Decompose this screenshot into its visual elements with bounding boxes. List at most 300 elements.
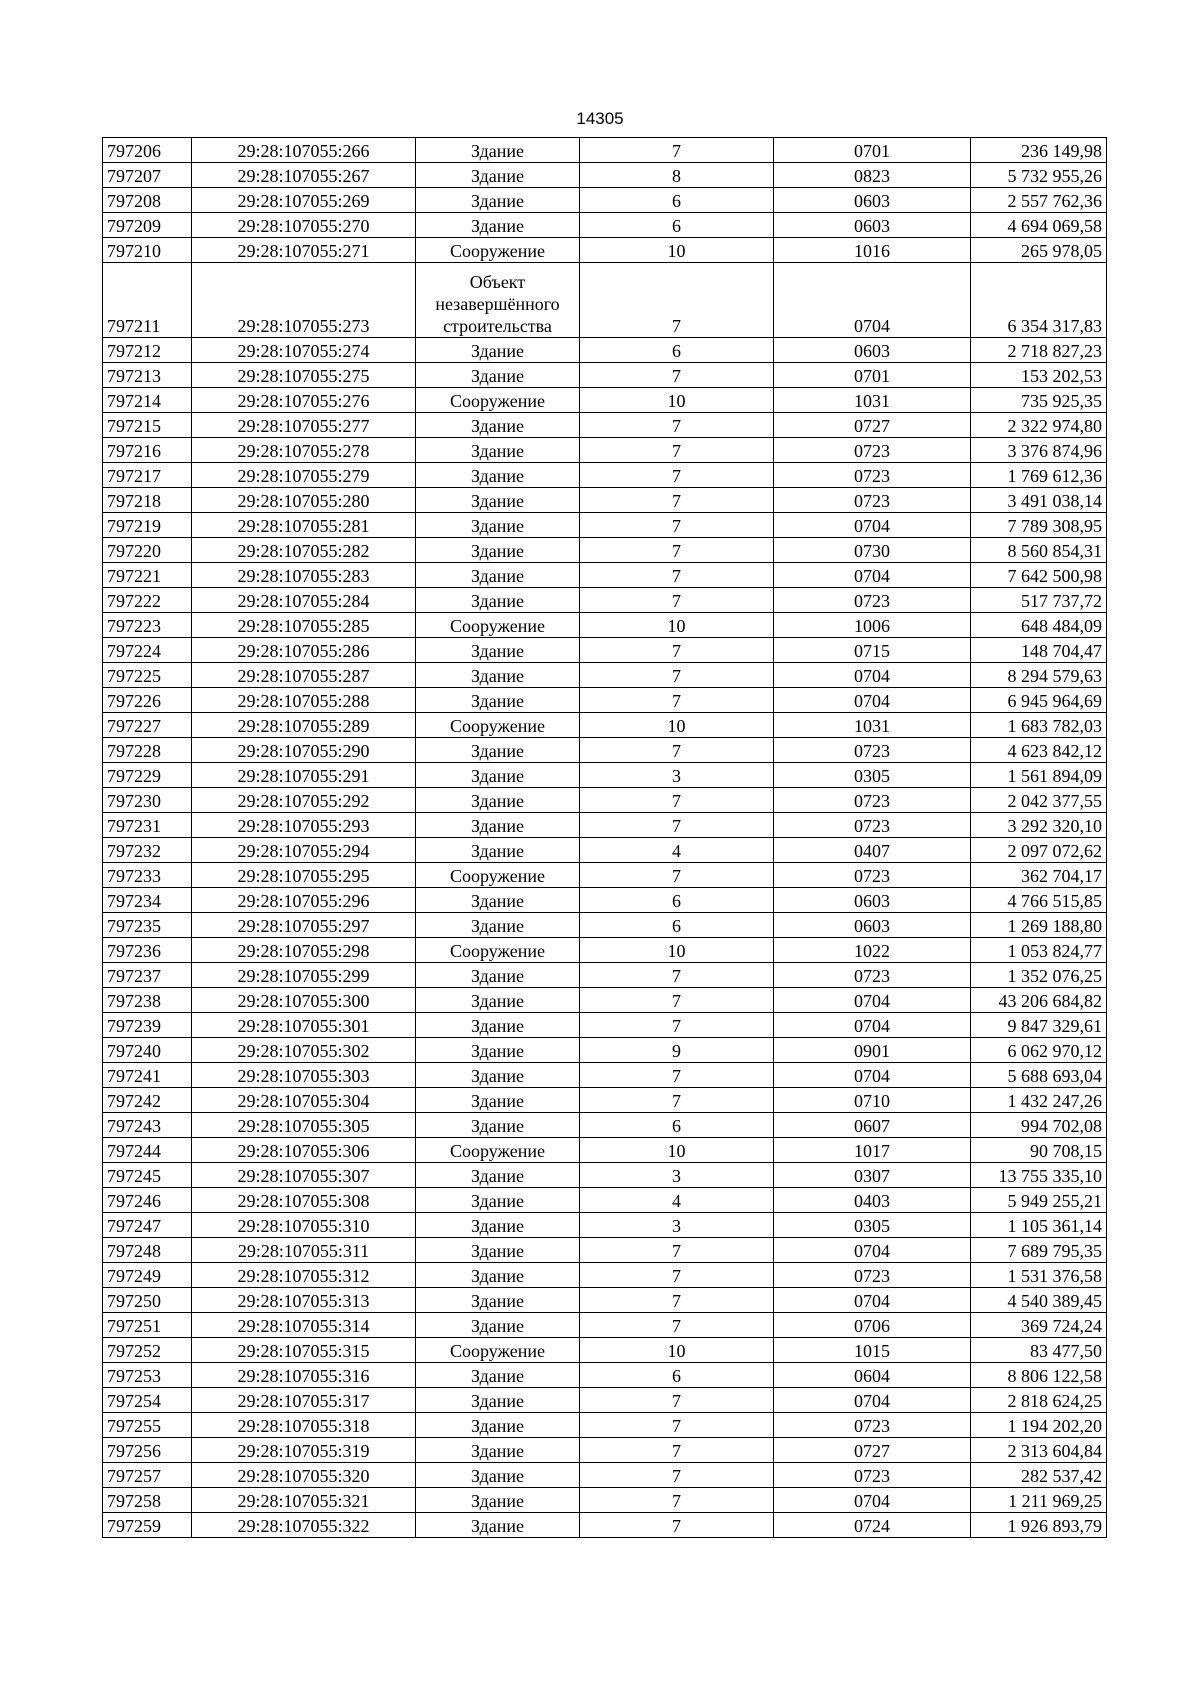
group-cell: 10 [580,1138,774,1163]
object-type-cell: Здание [416,588,580,613]
table-row [103,238,1107,263]
row-number-cell: 797208 [103,188,192,213]
table-row [103,888,1107,913]
group-cell: 6 [580,1113,774,1138]
code-cell: 0723 [774,863,971,888]
group-cell: 7 [580,863,774,888]
object-type-cell: Сооружение [416,1338,580,1363]
object-type-cell: Здание [416,1263,580,1288]
value-cell: 153 202,53 [971,363,1107,388]
code-cell: 1031 [774,388,971,413]
cadastral-number-cell: 29:28:107055:313 [192,1288,416,1313]
value-cell: 3 491 038,14 [971,488,1107,513]
group-cell: 6 [580,913,774,938]
group-cell: 7 [580,1288,774,1313]
row-number-cell: 797227 [103,713,192,738]
table-row [103,838,1107,863]
table-row [103,163,1107,188]
group-cell: 6 [580,1363,774,1388]
code-cell: 0723 [774,463,971,488]
row-number-cell: 797211 [103,263,192,338]
group-cell: 4 [580,1188,774,1213]
row-number-cell: 797232 [103,838,192,863]
code-cell: 0723 [774,1413,971,1438]
object-type-cell: Здание [416,213,580,238]
row-number-cell: 797225 [103,663,192,688]
code-cell: 0723 [774,788,971,813]
value-cell: 90 708,15 [971,1138,1107,1163]
value-cell: 2 097 072,62 [971,838,1107,863]
table-row [103,213,1107,238]
code-cell: 0704 [774,513,971,538]
table-row [103,1213,1107,1238]
code-cell: 0723 [774,963,971,988]
cadastral-number-cell: 29:28:107055:271 [192,238,416,263]
group-cell: 10 [580,613,774,638]
code-cell: 0704 [774,1063,971,1088]
row-number-cell: 797234 [103,888,192,913]
row-number-cell: 797224 [103,638,192,663]
table-row [103,588,1107,613]
table-row [103,988,1107,1013]
code-cell: 1017 [774,1138,971,1163]
code-cell: 0706 [774,1313,971,1338]
table-row [103,138,1107,163]
object-type-cell: Здание [416,1163,580,1188]
table-row [103,388,1107,413]
table-row [103,863,1107,888]
group-cell: 7 [580,1313,774,1338]
table-row [103,913,1107,938]
value-cell: 8 560 854,31 [971,538,1107,563]
row-number-cell: 797255 [103,1413,192,1438]
code-cell: 0723 [774,438,971,463]
group-cell: 7 [580,1413,774,1438]
value-cell: 1 269 188,80 [971,913,1107,938]
table-row [103,813,1107,838]
group-cell: 10 [580,713,774,738]
code-cell: 0723 [774,813,971,838]
row-number-cell: 797236 [103,938,192,963]
code-cell: 1022 [774,938,971,963]
registry-table [102,137,1107,1538]
cadastral-number-cell: 29:28:107055:293 [192,813,416,838]
code-cell: 0607 [774,1113,971,1138]
value-cell: 2 718 827,23 [971,338,1107,363]
code-cell: 0724 [774,1513,971,1538]
cadastral-number-cell: 29:28:107055:290 [192,738,416,763]
group-cell: 7 [580,1063,774,1088]
cadastral-number-cell: 29:28:107055:273 [192,263,416,338]
object-type-cell: Сооружение [416,713,580,738]
page-number: 14305 [576,109,624,128]
group-cell: 9 [580,1038,774,1063]
object-type-cell: Здание [416,763,580,788]
code-cell: 0723 [774,488,971,513]
object-type-cell: Здание [416,838,580,863]
row-number-cell: 797256 [103,1438,192,1463]
group-cell: 10 [580,938,774,963]
object-type-cell: Сооружение [416,1138,580,1163]
row-number-cell: 797213 [103,363,192,388]
group-cell: 7 [580,988,774,1013]
code-cell: 1015 [774,1338,971,1363]
row-number-cell: 797215 [103,413,192,438]
table-row [103,1313,1107,1338]
cadastral-number-cell: 29:28:107055:308 [192,1188,416,1213]
table-row [103,638,1107,663]
value-cell: 5 688 693,04 [971,1063,1107,1088]
table-row [103,1163,1107,1188]
value-cell: 1 769 612,36 [971,463,1107,488]
object-type-cell: Здание [416,963,580,988]
code-cell: 0730 [774,538,971,563]
group-cell: 7 [580,788,774,813]
group-cell: 10 [580,238,774,263]
cadastral-number-cell: 29:28:107055:278 [192,438,416,463]
cadastral-number-cell: 29:28:107055:300 [192,988,416,1013]
object-type-cell: Здание [416,1113,580,1138]
cadastral-number-cell: 29:28:107055:275 [192,363,416,388]
value-cell: 43 206 684,82 [971,988,1107,1013]
row-number-cell: 797259 [103,1513,192,1538]
code-cell: 0704 [774,1013,971,1038]
object-type-cell: Здание [416,738,580,763]
code-cell: 0710 [774,1088,971,1113]
group-cell: 7 [580,438,774,463]
row-number-cell: 797212 [103,338,192,363]
value-cell: 517 737,72 [971,588,1107,613]
group-cell: 7 [580,588,774,613]
table-row [103,1038,1107,1063]
table-row [103,1413,1107,1438]
object-type-cell: Здание [416,688,580,713]
cadastral-number-cell: 29:28:107055:296 [192,888,416,913]
group-cell: 3 [580,1213,774,1238]
group-cell: 6 [580,338,774,363]
group-cell: 7 [580,1463,774,1488]
row-number-cell: 797238 [103,988,192,1013]
value-cell: 6 354 317,83 [971,263,1107,338]
group-cell: 7 [580,1438,774,1463]
table-row [103,1488,1107,1513]
code-cell: 1006 [774,613,971,638]
group-cell: 7 [580,688,774,713]
table-row [103,963,1107,988]
table-row [103,1238,1107,1263]
table-row [103,413,1107,438]
row-number-cell: 797229 [103,763,192,788]
cadastral-number-cell: 29:28:107055:314 [192,1313,416,1338]
group-cell: 7 [580,363,774,388]
cadastral-number-cell: 29:28:107055:317 [192,1388,416,1413]
object-type-cell: Сооружение [416,938,580,963]
cadastral-number-cell: 29:28:107055:316 [192,1363,416,1388]
table-row [103,1138,1107,1163]
cadastral-number-cell: 29:28:107055:301 [192,1013,416,1038]
value-cell: 3 376 874,96 [971,438,1107,463]
group-cell: 7 [580,813,774,838]
cadastral-number-cell: 29:28:107055:322 [192,1513,416,1538]
row-number-cell: 797246 [103,1188,192,1213]
cadastral-number-cell: 29:28:107055:281 [192,513,416,538]
group-cell: 7 [580,1238,774,1263]
cadastral-number-cell: 29:28:107055:291 [192,763,416,788]
cadastral-number-cell: 29:28:107055:319 [192,1438,416,1463]
object-type-cell: Здание [416,1063,580,1088]
table-row [103,438,1107,463]
value-cell: 735 925,35 [971,388,1107,413]
table-row [103,663,1107,688]
object-type-cell: Сооружение [416,238,580,263]
table-row [103,1438,1107,1463]
value-cell: 5 732 955,26 [971,163,1107,188]
table-row [103,1088,1107,1113]
row-number-cell: 797214 [103,388,192,413]
code-cell: 0603 [774,213,971,238]
object-type-cell: Здание [416,1038,580,1063]
cadastral-number-cell: 29:28:107055:311 [192,1238,416,1263]
object-type-cell: Здание [416,638,580,663]
row-number-cell: 797210 [103,238,192,263]
value-cell: 4 623 842,12 [971,738,1107,763]
table-row [103,563,1107,588]
group-cell: 7 [580,1513,774,1538]
row-number-cell: 797220 [103,538,192,563]
cadastral-number-cell: 29:28:107055:310 [192,1213,416,1238]
cadastral-number-cell: 29:28:107055:307 [192,1163,416,1188]
row-number-cell: 797233 [103,863,192,888]
object-type-cell: Здание [416,338,580,363]
table-row [103,488,1107,513]
cadastral-number-cell: 29:28:107055:297 [192,913,416,938]
row-number-cell: 797226 [103,688,192,713]
object-type-cell: Сооружение [416,863,580,888]
code-cell: 0305 [774,763,971,788]
row-number-cell: 797244 [103,1138,192,1163]
cadastral-number-cell: 29:28:107055:277 [192,413,416,438]
cadastral-number-cell: 29:28:107055:270 [192,213,416,238]
object-type-cell: Здание [416,188,580,213]
value-cell: 6 062 970,12 [971,1038,1107,1063]
value-cell: 1 926 893,79 [971,1513,1107,1538]
value-cell: 9 847 329,61 [971,1013,1107,1038]
cadastral-number-cell: 29:28:107055:305 [192,1113,416,1138]
row-number-cell: 797247 [103,1213,192,1238]
object-type-cell: Здание [416,1363,580,1388]
object-type-cell: Здание [416,1388,580,1413]
table-row [103,1013,1107,1038]
cadastral-number-cell: 29:28:107055:282 [192,538,416,563]
value-cell: 1 194 202,20 [971,1413,1107,1438]
value-cell: 5 949 255,21 [971,1188,1107,1213]
object-type-cell: Здание [416,138,580,163]
table-row [103,938,1107,963]
value-cell: 4 694 069,58 [971,213,1107,238]
cadastral-number-cell: 29:28:107055:288 [192,688,416,713]
object-type-cell: Здание [416,1213,580,1238]
object-type-cell: Здание [416,1438,580,1463]
value-cell: 8 294 579,63 [971,663,1107,688]
table-row [103,1363,1107,1388]
group-cell: 7 [580,1088,774,1113]
table-row [103,738,1107,763]
row-number-cell: 797258 [103,1488,192,1513]
table-row [103,188,1107,213]
cadastral-number-cell: 29:28:107055:318 [192,1413,416,1438]
row-number-cell: 797235 [103,913,192,938]
group-cell: 7 [580,963,774,988]
cadastral-number-cell: 29:28:107055:283 [192,563,416,588]
code-cell: 0704 [774,1488,971,1513]
object-type-cell: Здание [416,1313,580,1338]
row-number-cell: 797243 [103,1113,192,1138]
value-cell: 8 806 122,58 [971,1363,1107,1388]
table-row [103,513,1107,538]
cadastral-number-cell: 29:28:107055:287 [192,663,416,688]
row-number-cell: 797207 [103,163,192,188]
code-cell: 0603 [774,888,971,913]
value-cell: 1 683 782,03 [971,713,1107,738]
code-cell: 0704 [774,263,971,338]
group-cell: 10 [580,1338,774,1363]
code-cell: 1031 [774,713,971,738]
row-number-cell: 797241 [103,1063,192,1088]
group-cell: 6 [580,213,774,238]
object-type-cell: Здание [416,463,580,488]
cadastral-number-cell: 29:28:107055:315 [192,1338,416,1363]
code-cell: 0723 [774,1263,971,1288]
value-cell: 2 322 974,80 [971,413,1107,438]
group-cell: 7 [580,663,774,688]
object-type-cell: Здание [416,988,580,1013]
code-cell: 0704 [774,988,971,1013]
group-cell: 7 [580,413,774,438]
cadastral-number-cell: 29:28:107055:279 [192,463,416,488]
row-number-cell: 797209 [103,213,192,238]
value-cell: 1 432 247,26 [971,1088,1107,1113]
object-type-cell: Здание [416,163,580,188]
value-cell: 6 945 964,69 [971,688,1107,713]
cadastral-number-cell: 29:28:107055:267 [192,163,416,188]
table-row [103,788,1107,813]
code-cell: 0715 [774,638,971,663]
cadastral-number-cell: 29:28:107055:292 [192,788,416,813]
value-cell: 1 531 376,58 [971,1263,1107,1288]
cadastral-number-cell: 29:28:107055:285 [192,613,416,638]
object-type-cell: Здание [416,1513,580,1538]
code-cell: 0704 [774,663,971,688]
row-number-cell: 797239 [103,1013,192,1038]
table-row [103,363,1107,388]
group-cell: 7 [580,738,774,763]
code-cell: 0305 [774,1213,971,1238]
object-type-cell: Здание [416,1488,580,1513]
cadastral-number-cell: 29:28:107055:299 [192,963,416,988]
group-cell: 7 [580,563,774,588]
row-number-cell: 797230 [103,788,192,813]
row-number-cell: 797252 [103,1338,192,1363]
object-type-cell: Здание [416,488,580,513]
cadastral-number-cell: 29:28:107055:274 [192,338,416,363]
row-number-cell: 797217 [103,463,192,488]
table-row [103,463,1107,488]
row-number-cell: 797221 [103,563,192,588]
group-cell: 7 [580,538,774,563]
object-type-cell: Здание [416,1413,580,1438]
value-cell: 1 053 824,77 [971,938,1107,963]
object-type-cell: Здание [416,888,580,913]
group-cell: 7 [580,513,774,538]
cadastral-number-cell: 29:28:107055:280 [192,488,416,513]
object-type-cell: Здание [416,1188,580,1213]
object-type-cell: Здание [416,1463,580,1488]
cadastral-number-cell: 29:28:107055:303 [192,1063,416,1088]
value-cell: 83 477,50 [971,1338,1107,1363]
value-cell: 2 557 762,36 [971,188,1107,213]
table-row [103,763,1107,788]
object-type-cell: Здание [416,663,580,688]
code-cell: 0901 [774,1038,971,1063]
code-cell: 0704 [774,1388,971,1413]
cadastral-number-cell: 29:28:107055:306 [192,1138,416,1163]
table-row [103,1188,1107,1213]
cadastral-number-cell: 29:28:107055:289 [192,713,416,738]
cadastral-number-cell: 29:28:107055:276 [192,388,416,413]
row-number-cell: 797250 [103,1288,192,1313]
value-cell: 7 689 795,35 [971,1238,1107,1263]
object-type-cell: Здание [416,513,580,538]
object-type-cell: Здание [416,1013,580,1038]
object-type-cell: Сооружение [416,613,580,638]
value-cell: 1 561 894,09 [971,763,1107,788]
code-cell: 0823 [774,163,971,188]
group-cell: 7 [580,1388,774,1413]
row-number-cell: 797249 [103,1263,192,1288]
group-cell: 7 [580,138,774,163]
value-cell: 2 313 604,84 [971,1438,1107,1463]
table-row [103,538,1107,563]
row-number-cell: 797219 [103,513,192,538]
code-cell: 0704 [774,1288,971,1313]
table-row [103,1063,1107,1088]
object-type-cell: Здание [416,788,580,813]
object-type-cell: Здание [416,1088,580,1113]
code-cell: 0701 [774,363,971,388]
value-cell: 362 704,17 [971,863,1107,888]
code-cell: 0723 [774,1463,971,1488]
group-cell: 6 [580,188,774,213]
code-cell: 0603 [774,338,971,363]
cadastral-number-cell: 29:28:107055:320 [192,1463,416,1488]
row-number-cell: 797237 [103,963,192,988]
value-cell: 1 105 361,14 [971,1213,1107,1238]
object-type-cell: Здание [416,538,580,563]
value-cell: 282 537,42 [971,1463,1107,1488]
object-type-cell: Объект незавершённого строительства [416,263,580,338]
group-cell: 7 [580,463,774,488]
value-cell: 4 766 515,85 [971,888,1107,913]
cadastral-number-cell: 29:28:107055:286 [192,638,416,663]
table-row [103,1388,1107,1413]
value-cell: 7 642 500,98 [971,563,1107,588]
table-row [103,1113,1107,1138]
group-cell: 7 [580,1488,774,1513]
value-cell: 648 484,09 [971,613,1107,638]
cadastral-number-cell: 29:28:107055:312 [192,1263,416,1288]
value-cell: 2 042 377,55 [971,788,1107,813]
group-cell: 3 [580,763,774,788]
